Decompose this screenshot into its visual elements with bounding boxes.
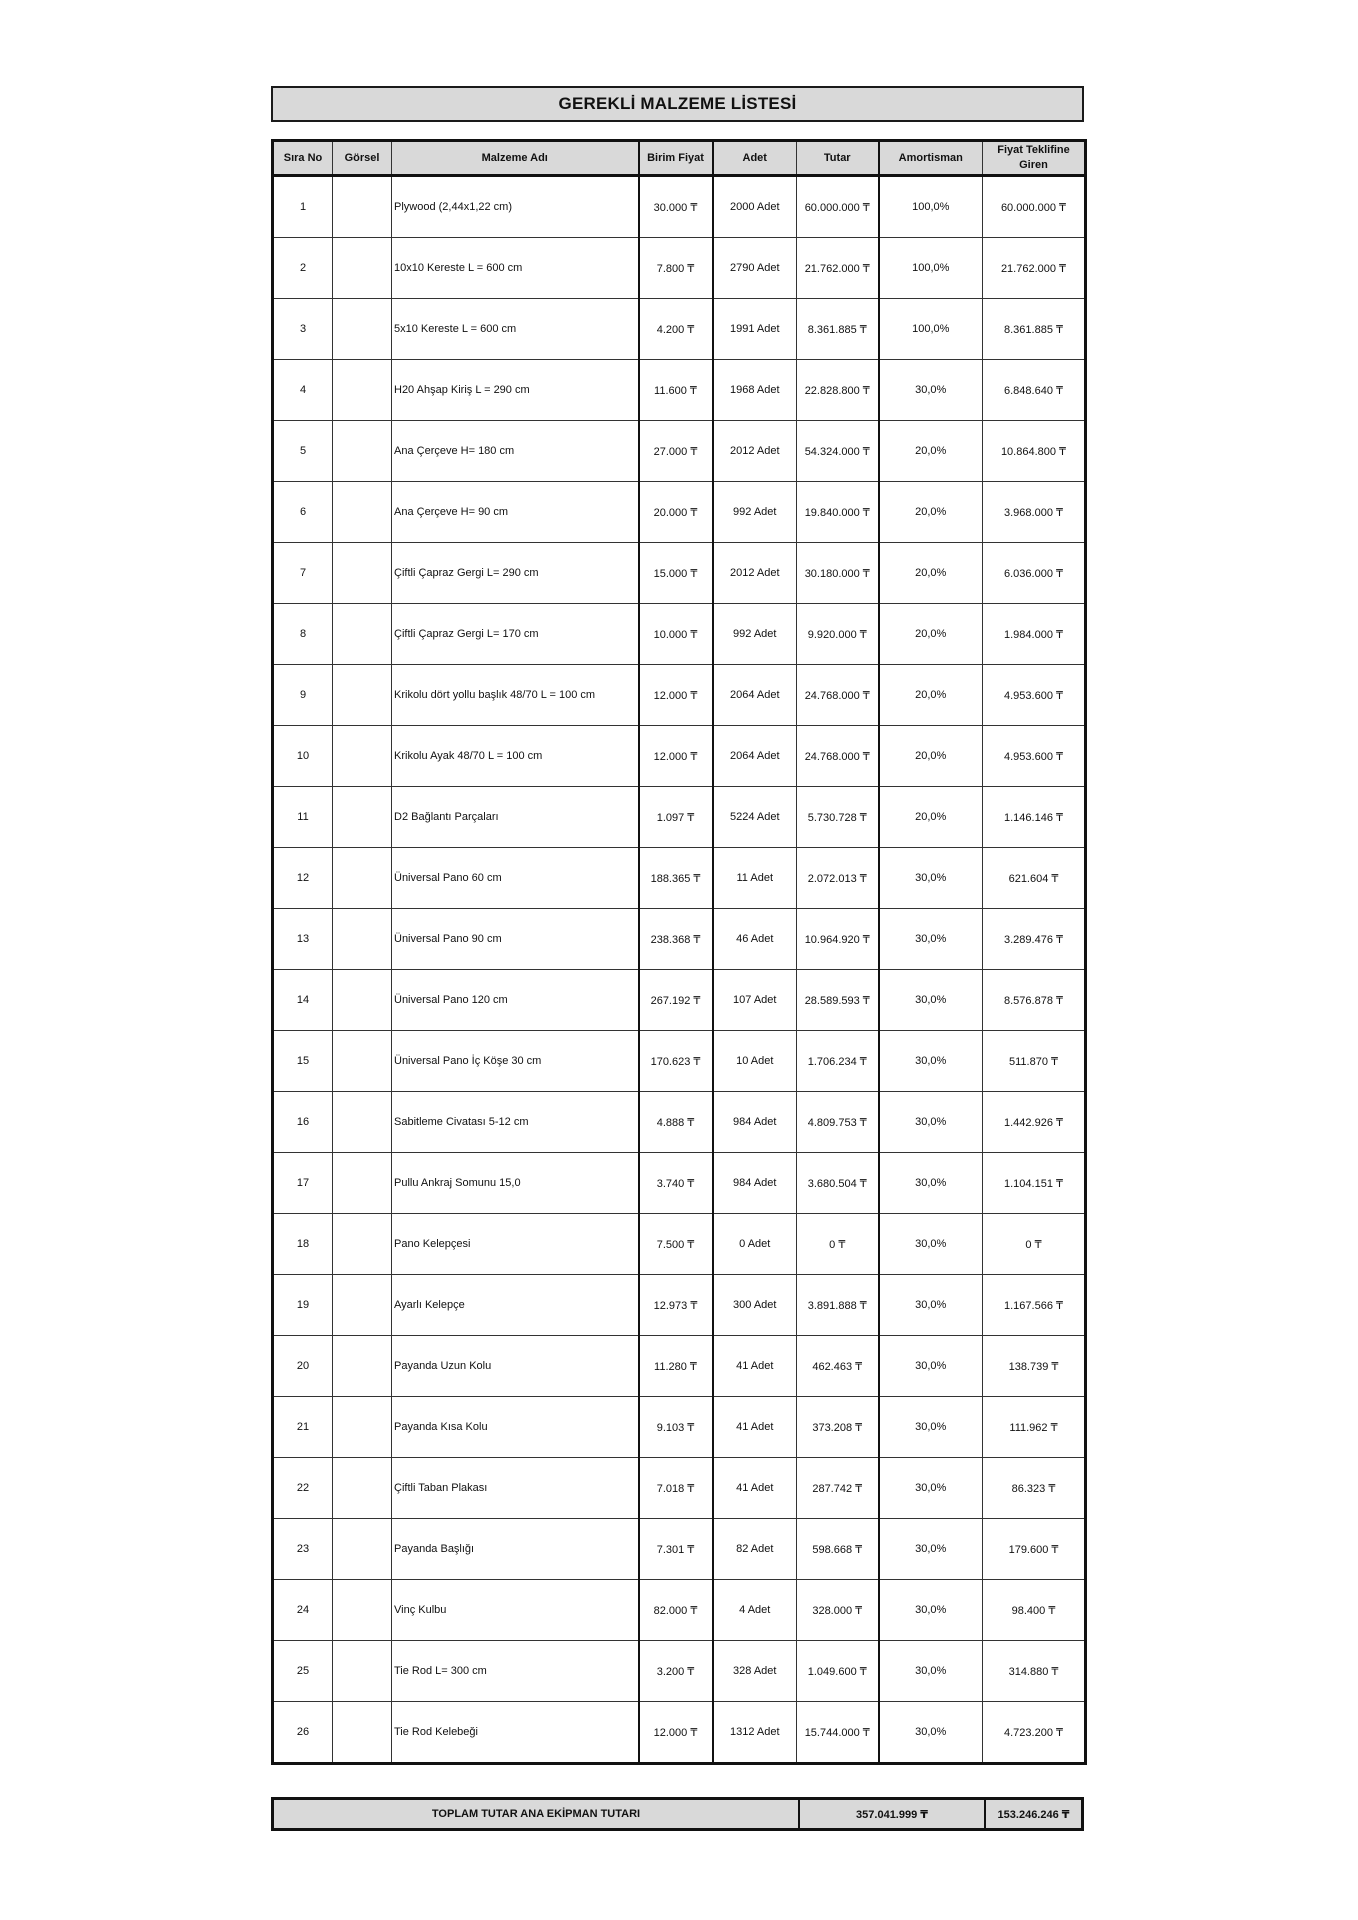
table-row [273,238,1086,299]
cell-tutar: 54.324.000 ₸ [797,421,879,482]
cell-fiyat-teklifine-giren: 3.968.000 ₸ [983,482,1086,543]
cell-gorsel [333,1641,392,1702]
cell-gorsel [333,848,392,909]
table-row [273,1031,1086,1092]
cell-amortisman: 30,0% [879,1214,983,1275]
cell-adet: 1312 Adet [713,1702,797,1764]
cell-gorsel [333,299,392,360]
cell-gorsel [333,1031,392,1092]
cell-sira-no: 3 [273,299,333,360]
cell-adet: 992 Adet [713,482,797,543]
cell-malzeme-adi: Çiftli Çapraz Gergi L= 170 cm [392,604,639,665]
cell-gorsel [333,1214,392,1275]
table-row [273,1519,1086,1580]
cell-fiyat-teklifine-giren: 1.442.926 ₸ [983,1092,1086,1153]
cell-tutar: 373.208 ₸ [797,1397,879,1458]
cell-tutar: 24.768.000 ₸ [797,665,879,726]
cell-fiyat-teklifine-giren: 1.984.000 ₸ [983,604,1086,665]
cell-tutar: 598.668 ₸ [797,1519,879,1580]
cell-birim-fiyat: 7.800 ₸ [639,238,713,299]
totals-row [271,1797,1084,1831]
cell-sira-no: 16 [273,1092,333,1153]
cell-adet: 2064 Adet [713,665,797,726]
cell-adet: 328 Adet [713,1641,797,1702]
cell-sira-no: 22 [273,1458,333,1519]
cell-malzeme-adi: Çiftli Taban Plakası [392,1458,639,1519]
cell-sira-no: 9 [273,665,333,726]
cell-sira-no: 20 [273,1336,333,1397]
cell-adet: 5224 Adet [713,787,797,848]
cell-birim-fiyat: 11.600 ₸ [639,360,713,421]
cell-malzeme-adi: Payanda Başlığı [392,1519,639,1580]
cell-fiyat-teklifine-giren: 1.167.566 ₸ [983,1275,1086,1336]
table-row [273,848,1086,909]
cell-amortisman: 100,0% [879,238,983,299]
cell-amortisman: 20,0% [879,543,983,604]
cell-amortisman: 100,0% [879,299,983,360]
cell-sira-no: 4 [273,360,333,421]
table-row [273,1214,1086,1275]
cell-gorsel [333,1397,392,1458]
cell-amortisman: 30,0% [879,1641,983,1702]
cell-adet: 82 Adet [713,1519,797,1580]
table-row [273,543,1086,604]
header-malzeme-adi: Malzeme Adı [392,141,639,176]
cell-malzeme-adi: Ana Çerçeve H= 90 cm [392,482,639,543]
totals-fiyat-teklifine-giren: 153.246.246 ₸ [984,1800,1081,1828]
table-row [273,665,1086,726]
cell-malzeme-adi: D2 Bağlantı Parçaları [392,787,639,848]
cell-fiyat-teklifine-giren: 21.762.000 ₸ [983,238,1086,299]
cell-sira-no: 5 [273,421,333,482]
cell-birim-fiyat: 20.000 ₸ [639,482,713,543]
cell-malzeme-adi: Tie Rod Kelebeği [392,1702,639,1764]
cell-gorsel [333,176,392,238]
table-row [273,970,1086,1031]
cell-tutar: 2.072.013 ₸ [797,848,879,909]
cell-malzeme-adi: 5x10 Kereste L = 600 cm [392,299,639,360]
cell-gorsel [333,360,392,421]
cell-birim-fiyat: 3.200 ₸ [639,1641,713,1702]
cell-adet: 992 Adet [713,604,797,665]
cell-sira-no: 6 [273,482,333,543]
cell-malzeme-adi: Çiftli Çapraz Gergi L= 290 cm [392,543,639,604]
cell-gorsel [333,970,392,1031]
cell-adet: 2012 Adet [713,421,797,482]
cell-fiyat-teklifine-giren: 4.953.600 ₸ [983,665,1086,726]
cell-fiyat-teklifine-giren: 6.036.000 ₸ [983,543,1086,604]
cell-tutar: 4.809.753 ₸ [797,1092,879,1153]
material-table [271,139,1087,1765]
cell-tutar: 287.742 ₸ [797,1458,879,1519]
header-tutar: Tutar [797,141,879,176]
cell-birim-fiyat: 82.000 ₸ [639,1580,713,1641]
cell-amortisman: 30,0% [879,848,983,909]
cell-malzeme-adi: Üniversal Pano 60 cm [392,848,639,909]
table-row [273,1641,1086,1702]
header-adet: Adet [713,141,797,176]
cell-gorsel [333,604,392,665]
cell-malzeme-adi: H20 Ahşap Kiriş L = 290 cm [392,360,639,421]
cell-birim-fiyat: 188.365 ₸ [639,848,713,909]
cell-malzeme-adi: Krikolu dört yollu başlık 48/70 L = 100 cm [392,665,639,726]
cell-sira-no: 12 [273,848,333,909]
cell-sira-no: 8 [273,604,333,665]
cell-gorsel [333,1275,392,1336]
cell-fiyat-teklifine-giren: 60.000.000 ₸ [983,176,1086,238]
cell-adet: 984 Adet [713,1092,797,1153]
cell-adet: 4 Adet [713,1580,797,1641]
table-row [273,176,1086,238]
cell-amortisman: 30,0% [879,1397,983,1458]
cell-gorsel [333,665,392,726]
cell-birim-fiyat: 1.097 ₸ [639,787,713,848]
cell-gorsel [333,1458,392,1519]
cell-malzeme-adi: Sabitleme Civatası 5-12 cm [392,1092,639,1153]
table-row [273,360,1086,421]
cell-tutar: 328.000 ₸ [797,1580,879,1641]
cell-malzeme-adi: Plywood (2,44x1,22 cm) [392,176,639,238]
cell-sira-no: 7 [273,543,333,604]
cell-amortisman: 20,0% [879,726,983,787]
cell-gorsel [333,1092,392,1153]
cell-tutar: 21.762.000 ₸ [797,238,879,299]
cell-amortisman: 30,0% [879,909,983,970]
cell-fiyat-teklifine-giren: 1.104.151 ₸ [983,1153,1086,1214]
cell-malzeme-adi: Üniversal Pano İç Köşe 30 cm [392,1031,639,1092]
cell-tutar: 22.828.800 ₸ [797,360,879,421]
cell-sira-no: 25 [273,1641,333,1702]
cell-amortisman: 20,0% [879,604,983,665]
cell-malzeme-adi: Pano Kelepçesi [392,1214,639,1275]
table-row [273,787,1086,848]
cell-gorsel [333,787,392,848]
cell-gorsel [333,909,392,970]
cell-malzeme-adi: Ayarlı Kelepçe [392,1275,639,1336]
cell-fiyat-teklifine-giren: 4.953.600 ₸ [983,726,1086,787]
cell-fiyat-teklifine-giren: 86.323 ₸ [983,1458,1086,1519]
cell-fiyat-teklifine-giren: 511.870 ₸ [983,1031,1086,1092]
cell-sira-no: 10 [273,726,333,787]
cell-amortisman: 30,0% [879,1031,983,1092]
table-row [273,1580,1086,1641]
table-row [273,1275,1086,1336]
cell-gorsel [333,1153,392,1214]
cell-birim-fiyat: 11.280 ₸ [639,1336,713,1397]
cell-gorsel [333,1580,392,1641]
cell-sira-no: 2 [273,238,333,299]
cell-adet: 10 Adet [713,1031,797,1092]
cell-malzeme-adi: Payanda Kısa Kolu [392,1397,639,1458]
cell-sira-no: 19 [273,1275,333,1336]
cell-gorsel [333,726,392,787]
cell-sira-no: 26 [273,1702,333,1764]
cell-fiyat-teklifine-giren: 138.739 ₸ [983,1336,1086,1397]
cell-birim-fiyat: 7.301 ₸ [639,1519,713,1580]
cell-birim-fiyat: 4.200 ₸ [639,299,713,360]
cell-birim-fiyat: 4.888 ₸ [639,1092,713,1153]
cell-sira-no: 15 [273,1031,333,1092]
cell-gorsel [333,1702,392,1764]
cell-birim-fiyat: 12.973 ₸ [639,1275,713,1336]
header-amortisman: Amortisman [879,141,983,176]
cell-birim-fiyat: 10.000 ₸ [639,604,713,665]
cell-sira-no: 24 [273,1580,333,1641]
cell-tutar: 0 ₸ [797,1214,879,1275]
cell-tutar: 1.049.600 ₸ [797,1641,879,1702]
cell-adet: 984 Adet [713,1153,797,1214]
cell-adet: 1968 Adet [713,360,797,421]
cell-amortisman: 20,0% [879,421,983,482]
totals-tutar: 357.041.999 ₸ [798,1800,984,1828]
cell-birim-fiyat: 12.000 ₸ [639,1702,713,1764]
cell-birim-fiyat: 30.000 ₸ [639,176,713,238]
cell-adet: 2000 Adet [713,176,797,238]
cell-adet: 2790 Adet [713,238,797,299]
cell-tutar: 5.730.728 ₸ [797,787,879,848]
cell-adet: 1991 Adet [713,299,797,360]
header-sira-no: Sıra No [273,141,333,176]
table-row [273,726,1086,787]
cell-amortisman: 20,0% [879,482,983,543]
cell-fiyat-teklifine-giren: 8.576.878 ₸ [983,970,1086,1031]
cell-sira-no: 14 [273,970,333,1031]
cell-gorsel [333,238,392,299]
table-row [273,1458,1086,1519]
cell-sira-no: 21 [273,1397,333,1458]
cell-tutar: 1.706.234 ₸ [797,1031,879,1092]
cell-amortisman: 30,0% [879,1519,983,1580]
header-birim-fiyat: Birim Fiyat [639,141,713,176]
cell-sira-no: 23 [273,1519,333,1580]
cell-fiyat-teklifine-giren: 4.723.200 ₸ [983,1702,1086,1764]
cell-birim-fiyat: 27.000 ₸ [639,421,713,482]
cell-amortisman: 20,0% [879,665,983,726]
cell-tutar: 24.768.000 ₸ [797,726,879,787]
cell-malzeme-adi: Vinç Kulbu [392,1580,639,1641]
cell-malzeme-adi: 10x10 Kereste L = 600 cm [392,238,639,299]
cell-birim-fiyat: 238.368 ₸ [639,909,713,970]
cell-birim-fiyat: 3.740 ₸ [639,1153,713,1214]
cell-fiyat-teklifine-giren: 621.604 ₸ [983,848,1086,909]
cell-adet: 46 Adet [713,909,797,970]
cell-fiyat-teklifine-giren: 98.400 ₸ [983,1580,1086,1641]
cell-amortisman: 30,0% [879,1458,983,1519]
cell-amortisman: 30,0% [879,1336,983,1397]
cell-amortisman: 20,0% [879,787,983,848]
cell-tutar: 15.744.000 ₸ [797,1702,879,1764]
cell-amortisman: 30,0% [879,1702,983,1764]
header-gorsel: Görsel [333,141,392,176]
cell-malzeme-adi: Ana Çerçeve H= 180 cm [392,421,639,482]
cell-tutar: 8.361.885 ₸ [797,299,879,360]
cell-malzeme-adi: Tie Rod L= 300 cm [392,1641,639,1702]
header-row [273,141,1086,176]
cell-adet: 2064 Adet [713,726,797,787]
cell-birim-fiyat: 7.500 ₸ [639,1214,713,1275]
cell-birim-fiyat: 15.000 ₸ [639,543,713,604]
cell-fiyat-teklifine-giren: 6.848.640 ₸ [983,360,1086,421]
cell-fiyat-teklifine-giren: 1.146.146 ₸ [983,787,1086,848]
cell-sira-no: 11 [273,787,333,848]
cell-malzeme-adi: Payanda Uzun Kolu [392,1336,639,1397]
cell-gorsel [333,543,392,604]
table-row [273,909,1086,970]
cell-birim-fiyat: 12.000 ₸ [639,726,713,787]
cell-malzeme-adi: Pullu Ankraj Somunu 15,0 [392,1153,639,1214]
table-row [273,421,1086,482]
table-row [273,299,1086,360]
cell-birim-fiyat: 9.103 ₸ [639,1397,713,1458]
cell-malzeme-adi: Üniversal Pano 120 cm [392,970,639,1031]
cell-adet: 41 Adet [713,1458,797,1519]
table-row [273,1336,1086,1397]
cell-amortisman: 30,0% [879,1275,983,1336]
cell-tutar: 60.000.000 ₸ [797,176,879,238]
cell-adet: 41 Adet [713,1336,797,1397]
table-row [273,1153,1086,1214]
cell-tutar: 3.680.504 ₸ [797,1153,879,1214]
cell-amortisman: 30,0% [879,970,983,1031]
cell-gorsel [333,482,392,543]
table-row [273,482,1086,543]
page-title: GEREKLİ MALZEME LİSTESİ [271,86,1084,122]
table-row [273,1397,1086,1458]
cell-birim-fiyat: 12.000 ₸ [639,665,713,726]
cell-gorsel [333,421,392,482]
cell-amortisman: 30,0% [879,1153,983,1214]
cell-sira-no: 1 [273,176,333,238]
cell-adet: 41 Adet [713,1397,797,1458]
cell-fiyat-teklifine-giren: 10.864.800 ₸ [983,421,1086,482]
cell-fiyat-teklifine-giren: 0 ₸ [983,1214,1086,1275]
cell-amortisman: 100,0% [879,176,983,238]
cell-tutar: 3.891.888 ₸ [797,1275,879,1336]
cell-tutar: 462.463 ₸ [797,1336,879,1397]
cell-amortisman: 30,0% [879,1580,983,1641]
cell-birim-fiyat: 267.192 ₸ [639,970,713,1031]
cell-tutar: 28.589.593 ₸ [797,970,879,1031]
cell-tutar: 19.840.000 ₸ [797,482,879,543]
cell-gorsel [333,1519,392,1580]
cell-fiyat-teklifine-giren: 179.600 ₸ [983,1519,1086,1580]
cell-amortisman: 30,0% [879,1092,983,1153]
totals-label: TOPLAM TUTAR ANA EKİPMAN TUTARI [431,1808,641,1820]
cell-malzeme-adi: Krikolu Ayak 48/70 L = 100 cm [392,726,639,787]
cell-malzeme-adi: Üniversal Pano 90 cm [392,909,639,970]
cell-tutar: 30.180.000 ₸ [797,543,879,604]
cell-sira-no: 17 [273,1153,333,1214]
cell-birim-fiyat: 7.018 ₸ [639,1458,713,1519]
cell-adet: 11 Adet [713,848,797,909]
table-row [273,1092,1086,1153]
cell-fiyat-teklifine-giren: 8.361.885 ₸ [983,299,1086,360]
cell-fiyat-teklifine-giren: 3.289.476 ₸ [983,909,1086,970]
table-row [273,1702,1086,1764]
cell-adet: 2012 Adet [713,543,797,604]
cell-sira-no: 13 [273,909,333,970]
cell-birim-fiyat: 170.623 ₸ [639,1031,713,1092]
cell-tutar: 10.964.920 ₸ [797,909,879,970]
cell-amortisman: 30,0% [879,360,983,421]
cell-fiyat-teklifine-giren: 111.962 ₸ [983,1397,1086,1458]
cell-sira-no: 18 [273,1214,333,1275]
header-fiyat-teklifine-giren: Fiyat Teklifine Giren [983,141,1086,176]
cell-gorsel [333,1336,392,1397]
cell-fiyat-teklifine-giren: 314.880 ₸ [983,1641,1086,1702]
table-row [273,604,1086,665]
cell-adet: 300 Adet [713,1275,797,1336]
cell-tutar: 9.920.000 ₸ [797,604,879,665]
cell-adet: 107 Adet [713,970,797,1031]
cell-adet: 0 Adet [713,1214,797,1275]
